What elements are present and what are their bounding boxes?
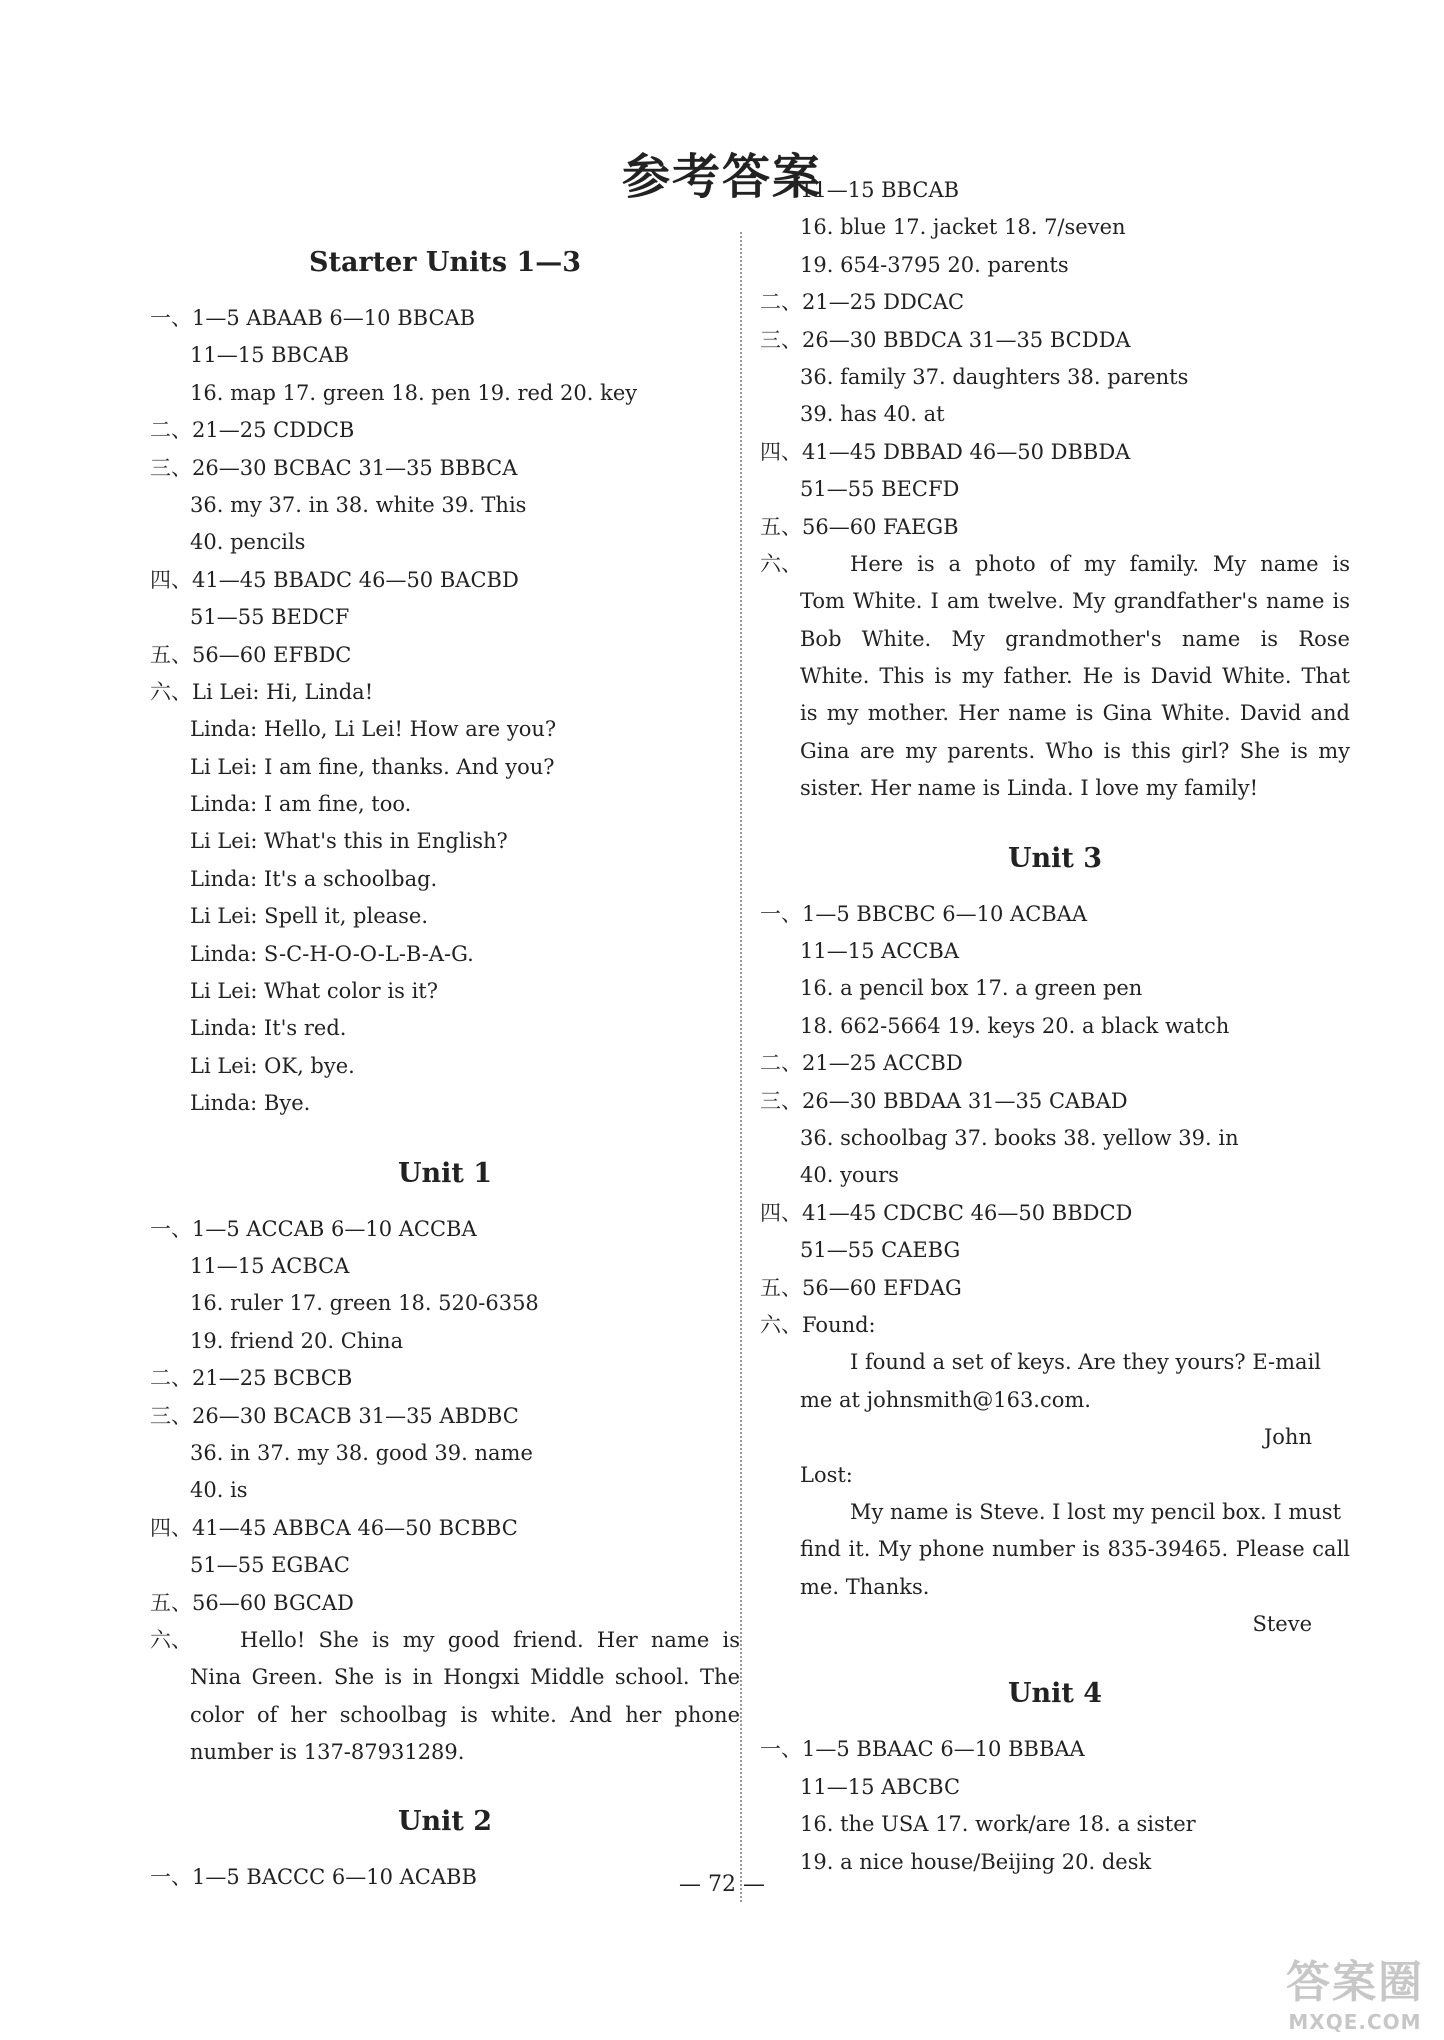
answer-line: Lost: [800, 1462, 853, 1487]
answer-line: 二、21—25 BCBCB [150, 1366, 353, 1391]
answer-line: 五、56—60 EFBDC [150, 642, 352, 667]
answer-line: 11—15 ACBCA [190, 1253, 350, 1278]
section-marker: 六、 [760, 551, 802, 576]
answer-line: Bob White. My grandmother's name is Rose [800, 626, 1350, 651]
answer-line: 六、Li Lei: Hi, Linda! [150, 679, 374, 704]
answer-line: 16. the USA 17. work/are 18. a sister [800, 1812, 1196, 1837]
answer-line: Li Lei: What's this in English? [190, 829, 508, 854]
answer-line: 五、56—60 FAEGB [760, 514, 959, 539]
answer-line: 11—15 ABCBC [800, 1774, 961, 1799]
answer-line: 19. a nice house/Beijing 20. desk [800, 1849, 1152, 1874]
answer-line: Nina Green. She is in Hongxi Middle school. The [190, 1665, 740, 1690]
answer-line: 三、26—30 BBDCA 31—35 BCDDA [760, 327, 1131, 352]
answer-line: Linda: I am fine, too. [190, 792, 412, 817]
answer-line: Li Lei: OK, bye. [190, 1053, 355, 1078]
answer-line: color of her schoolbag is white. And her phone [190, 1702, 740, 1727]
watermark-line2: MXQE.COM [1288, 2010, 1422, 2034]
answer-text: Hello! She is my good friend. Her name is [240, 1627, 740, 1652]
watermark-logo [1286, 1946, 1424, 2034]
answer-line: 16. map 17. green 18. pen 19. red 20. key [190, 380, 638, 405]
answer-line: is my mother. Her name is Gina White. David and [800, 701, 1350, 726]
answer-line: 三、26—30 BBDAA 31—35 CABAD [760, 1088, 1128, 1113]
answer-line: White. This is my father. He is David White. That [800, 664, 1350, 689]
answer-line: Tom White. I am twelve. My grandfather's name is [800, 589, 1350, 614]
answer-line: I found a set of keys. Are they yours? E-mail [850, 1350, 1322, 1375]
section-heading: Unit 1 [397, 1157, 493, 1189]
column-divider [740, 232, 742, 1902]
section-spacer [760, 808, 1350, 822]
section-spacer [150, 1771, 740, 1785]
answer-line: 四、41—45 ABBCA 46—50 BCBBC [150, 1515, 518, 1540]
answer-line: 一、1—5 ABAAB 6—10 BBCAB [150, 306, 476, 330]
answer-line: 16. ruler 17. green 18. 520-6358 [190, 1291, 539, 1316]
answer-line: Li Lei: What color is it? [190, 979, 438, 1004]
answer-line: Gina are my parents. Who is this girl? She is my [800, 738, 1350, 763]
answer-line: 一、1—5 BBAAC 6—10 BBBAA [760, 1737, 1085, 1762]
answer-line: Li Lei: I am fine, thanks. And you? [190, 754, 555, 779]
answer-line: Linda: It's red. [190, 1016, 347, 1041]
answer-paragraph-start [760, 546, 1350, 583]
answer-line: 36. in 37. my 38. good 39. name [190, 1440, 533, 1465]
answer-line: 40. yours [800, 1163, 899, 1188]
section-heading: Unit 3 [1007, 842, 1103, 874]
answer-line: 19. friend 20. China [190, 1328, 404, 1353]
answer-line: 19. 654-3795 20. parents [800, 252, 1069, 277]
page-title: 参考答案 [621, 149, 822, 205]
answer-line: Steve [1252, 1612, 1312, 1637]
answer-line: 一、1—5 ACCAB 6—10 ACCBA [150, 1216, 477, 1241]
answer-line: 11—15 BBCAB [800, 178, 960, 202]
answer-line: 四、41—45 BBADC 46—50 BACBD [150, 567, 519, 592]
answer-line: 16. blue 17. jacket 18. 7/seven [800, 215, 1126, 240]
answer-line: 11—15 BBCAB [190, 343, 350, 368]
answer-line: Li Lei: Spell it, please. [190, 904, 429, 929]
answer-line: 四、41—45 DBBAD 46—50 DBBDA [760, 439, 1131, 464]
answer-line: 51—55 EGBAC [190, 1553, 350, 1578]
answer-line: sister. Her name is Linda. I love my family! [800, 776, 1259, 801]
answer-line: 40. is [190, 1478, 248, 1503]
answer-line: 51—55 BEDCF [190, 605, 350, 630]
answer-line: me. Thanks. [800, 1574, 930, 1599]
answer-line: 16. a pencil box 17. a green pen [800, 976, 1143, 1001]
answer-line: Linda: S-C-H-O-O-L-B-A-G. [190, 941, 474, 966]
section-heading: Unit 4 [1007, 1678, 1103, 1710]
answer-line: 11—15 ACCBA [800, 939, 960, 964]
answer-line: Linda: Bye. [190, 1091, 311, 1116]
answer-line: 36. schoolbag 37. books 38. yellow 39. in [800, 1125, 1239, 1150]
answer-line: 四、41—45 CDCBC 46—50 BBDCD [760, 1200, 1133, 1225]
answer-line: 二、21—25 ACCBD [760, 1051, 963, 1076]
answer-line: John [1263, 1425, 1312, 1450]
left-column [150, 226, 740, 1897]
answer-line: Linda: It's a schoolbag. [190, 866, 438, 891]
right-column [760, 172, 1350, 1881]
answer-line: My name is Steve. I lost my pencil box. I must [850, 1499, 1342, 1524]
answer-line: Linda: Hello, Li Lei! How are you? [190, 717, 557, 742]
section-marker: 六、 [150, 1627, 192, 1652]
answer-line: 一、1—5 BBCBC 6—10 ACBAA [760, 901, 1088, 926]
answer-line: 六、Found: [760, 1312, 876, 1337]
answer-line: 36. my 37. in 38. white 39. This [190, 492, 527, 517]
watermark-line1: 答案圈 [1286, 1957, 1424, 2008]
answer-line: 36. family 37. daughters 38. parents [800, 364, 1189, 389]
answer-line: 51—55 CAEBG [800, 1238, 961, 1263]
answer-line: 五、56—60 BGCAD [150, 1590, 354, 1615]
answer-line: 18. 662-5664 19. keys 20. a black watch [800, 1013, 1230, 1038]
answer-line: 39. has 40. at [800, 402, 945, 427]
answer-line: 一、1—5 BACCC 6—10 ACABB [150, 1865, 477, 1890]
answer-line: me at johnsmith@163.com. [800, 1387, 1091, 1412]
answer-line: 三、26—30 BCBAC 31—35 BBBCA [150, 455, 518, 480]
section-heading: Unit 2 [397, 1806, 493, 1838]
answer-text: Here is a photo of my family. My name is [850, 551, 1350, 576]
page-number: — 72 — [679, 1872, 765, 1897]
section-spacer [150, 1123, 740, 1137]
answer-line: 五、56—60 EFDAG [760, 1275, 962, 1300]
answer-line: 二、21—25 DDCAC [760, 290, 965, 315]
answer-paragraph-start [150, 1622, 740, 1659]
answer-line: 51—55 BECFD [800, 477, 960, 502]
section-heading: Starter Units 1—3 [308, 247, 582, 278]
answer-line: find it. My phone number is 835-39465. Please call [800, 1537, 1350, 1562]
answer-line: number is 137-87931289. [190, 1740, 465, 1765]
answer-line: 40. pencils [190, 530, 306, 555]
section-spacer [760, 1643, 1350, 1657]
answer-line: 三、26—30 BCACB 31—35 ABDBC [150, 1403, 519, 1428]
answer-line: 二、21—25 CDDCB [150, 418, 355, 443]
